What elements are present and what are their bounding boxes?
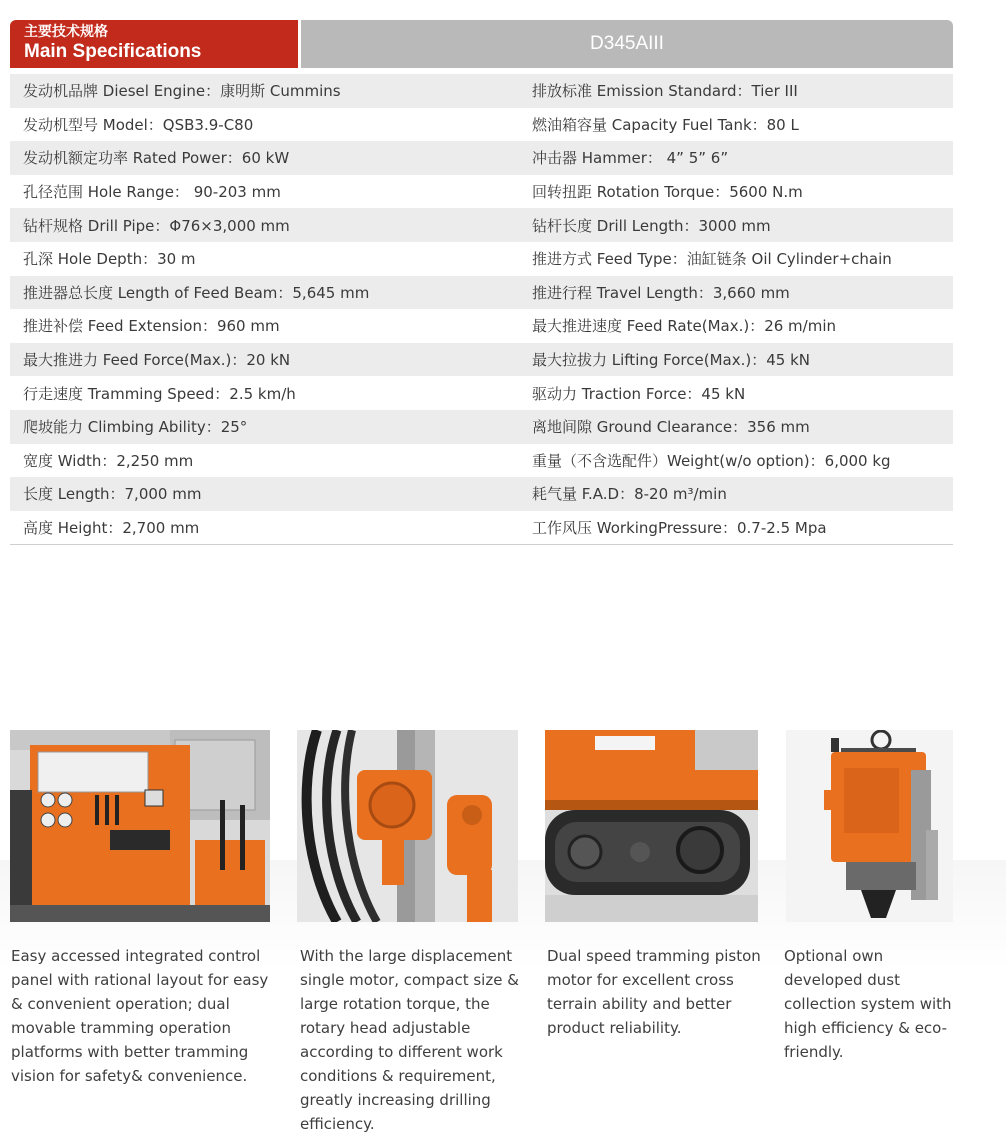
spec-row — [10, 276, 953, 310]
spec-cell: 最大拉拔力 Lifting Force(Max.)：45 kN — [532, 351, 810, 370]
spec-cell: 推进行程 Travel Length：3,660 mm — [532, 283, 790, 302]
spec-cell: 孔深 Hole Depth：30 m — [23, 250, 196, 269]
spec-row — [10, 444, 953, 478]
spec-cell: 耗气量 F.A.D：8-20 m³/min — [532, 485, 727, 504]
spec-row — [10, 242, 953, 276]
spec-cell: 钻杆长度 Drill Length：3000 mm — [532, 216, 771, 235]
spec-title — [10, 20, 298, 68]
spec-cell: 钻杆规格 Drill Pipe：Φ76×3,000 mm — [23, 216, 290, 235]
spec-cell: 回转扭距 Rotation Torque：5600 N.m — [532, 183, 803, 202]
spec-row — [10, 343, 953, 377]
spec-table — [10, 74, 953, 545]
feature-caption-rotary-head: With the large displacement single motor, compact size & large rotation torque, the rotary head adjustable according to different work conditions & requirement, greatly increasing drilling efficiency. — [300, 947, 519, 1133]
spec-row — [10, 511, 953, 545]
spec-row — [10, 309, 953, 343]
spec-cell: 孔径范围 Hole Range： 90-203 mm — [23, 183, 281, 202]
control-panel-photo — [10, 730, 270, 922]
feature-caption-dust-collection: Optional own developed dust collection system with high efficiency & eco-friendly. — [784, 947, 952, 1061]
spec-cell: 推进方式 Feed Type：油缸链条 Oil Cylinder+chain — [532, 250, 892, 269]
spec-title-en: Main Specifications — [24, 41, 202, 62]
spec-cell: 冲击器 Hammer： 4” 5” 6” — [532, 149, 729, 168]
model-name: D345AIII — [301, 20, 953, 68]
spec-row — [10, 208, 953, 242]
spec-cell: 长度 Length：7,000 mm — [23, 485, 202, 504]
feature-caption-control-panel: Easy accessed integrated control panel with rational layout for easy & convenient operation; dual movable tramming operation platforms with better tramming vision for safety& convenience. — [11, 947, 269, 1085]
spec-cell: 宽度 Width：2,250 mm — [23, 451, 194, 470]
spec-cell: 行走速度 Tramming Speed：2.5 km/h — [23, 384, 296, 403]
spec-cell: 爬坡能力 Climbing Ability：25° — [23, 418, 248, 437]
dust-collector-photo — [786, 730, 953, 922]
spec-row — [10, 376, 953, 410]
spec-cell: 工作风压 WorkingPressure：0.7-2.5 Mpa — [532, 519, 827, 538]
feature-caption-tramming: Dual speed tramming piston motor for excellent cross terrain ability and better product reliability. — [547, 947, 761, 1037]
spec-cell: 推进器总长度 Length of Feed Beam：5,645 mm — [23, 283, 370, 302]
spec-row — [10, 477, 953, 511]
spec-cell: 推进补偿 Feed Extension：960 mm — [23, 317, 280, 336]
spec-cell: 排放标准 Emission Standard：Tier III — [532, 82, 798, 101]
spec-cell: 最大推进力 Feed Force(Max.)：20 kN — [23, 351, 291, 370]
spec-cell: 重量（不含选配件）Weight(w/o option)：6,000 kg — [532, 451, 891, 470]
spec-cell: 发动机型号 Model：QSB3.9-C80 — [23, 115, 254, 134]
rotary-head-photo — [297, 730, 518, 922]
spec-cell: 高度 Height：2,700 mm — [23, 519, 200, 538]
spec-header — [10, 20, 953, 68]
spec-row — [10, 410, 953, 444]
spec-row — [10, 175, 953, 209]
spec-row — [10, 141, 953, 175]
spec-cell: 发动机额定功率 Rated Power：60 kW — [23, 149, 290, 168]
spec-cell: 驱动力 Traction Force：45 kN — [532, 384, 746, 403]
spec-cell: 离地间隙 Ground Clearance：356 mm — [532, 418, 810, 437]
feature-photos — [0, 730, 1006, 925]
spec-cell: 燃油箱容量 Capacity Fuel Tank：80 L — [532, 115, 799, 134]
spec-cell: 发动机品牌 Diesel Engine：康明斯 Cummins — [23, 82, 341, 101]
spec-row — [10, 74, 953, 108]
specifications-panel — [10, 20, 953, 545]
spec-title-cn: 主要技术规格 — [24, 24, 108, 40]
crawler-track-photo — [545, 730, 758, 922]
spec-cell: 最大推进速度 Feed Rate(Max.)：26 m/min — [532, 317, 837, 336]
spec-row — [10, 108, 953, 142]
